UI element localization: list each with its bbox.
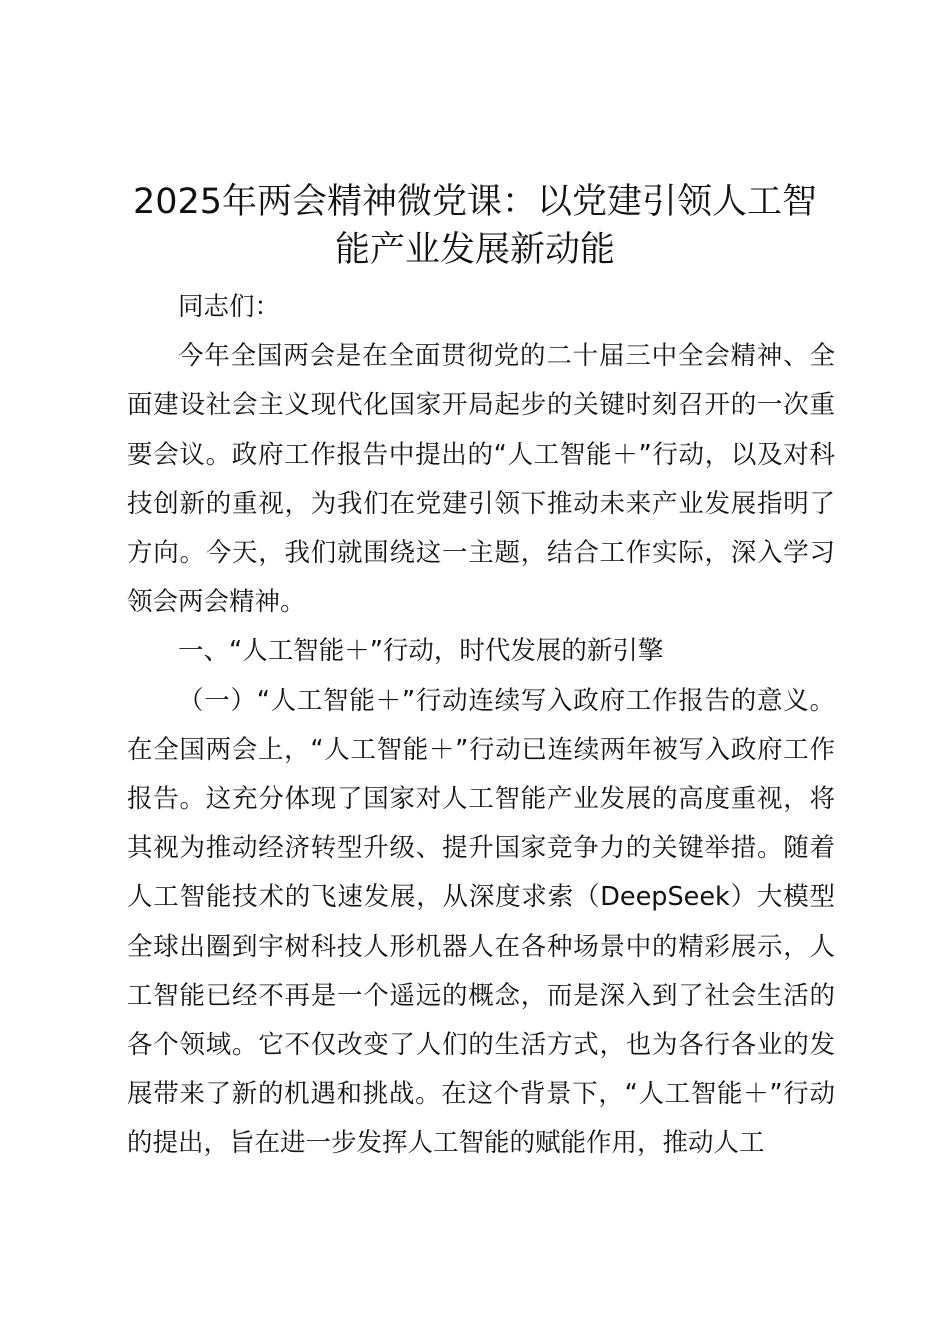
document-body bbox=[127, 283, 835, 1169]
document-title: 2025年两会精神微党课：以党建引领人工智能产业发展新动能 bbox=[132, 182, 818, 270]
salutation: 同志们： bbox=[178, 292, 281, 322]
intro-paragraph: 今年全国两会是在全面贯彻党的二十届三中全会精神、全面建设社会主义现代化国家开局起步的关键时刻召开的一次重要会议。政府工作报告中提出的“人工智能＋”行动，以及对科技创新的重视，为我们在党建引领下推动未来产业发展指明了方向。今天，我们就围绕这一主题，结合工作实际，深入学习领会两会精神。 bbox=[127, 341, 835, 618]
section-heading: 一、“人工智能＋”行动，时代发展的新引擎 bbox=[178, 636, 664, 667]
subsection-paragraph: （一）“人工智能＋”行动连续写入政府工作报告的意义。在全国两会上，“人工智能＋”行动已连续两年被写入政府工作报告。这充分体现了国家对人工智能产业发展的高度重视，将其视为推动经济转型升级、提升国家竞争力的关键举措。随着人工智能技术的飞速发展，从深度求索（DeepSeek）大模型全球出圈到宇树科技人形机器人在各种场景中的精彩展示，人工智能已经不再是一个遥远的概念，而是深入到了社会生活的各个领域。它不仅改变了人们的生活方式，也为各行各业的发展带来了新的机遇和挑战。在这个背景下，“人工智能＋”行动的提出，旨在进一步发挥人工智能的赋能作用，推动人工 bbox=[127, 685, 835, 1159]
